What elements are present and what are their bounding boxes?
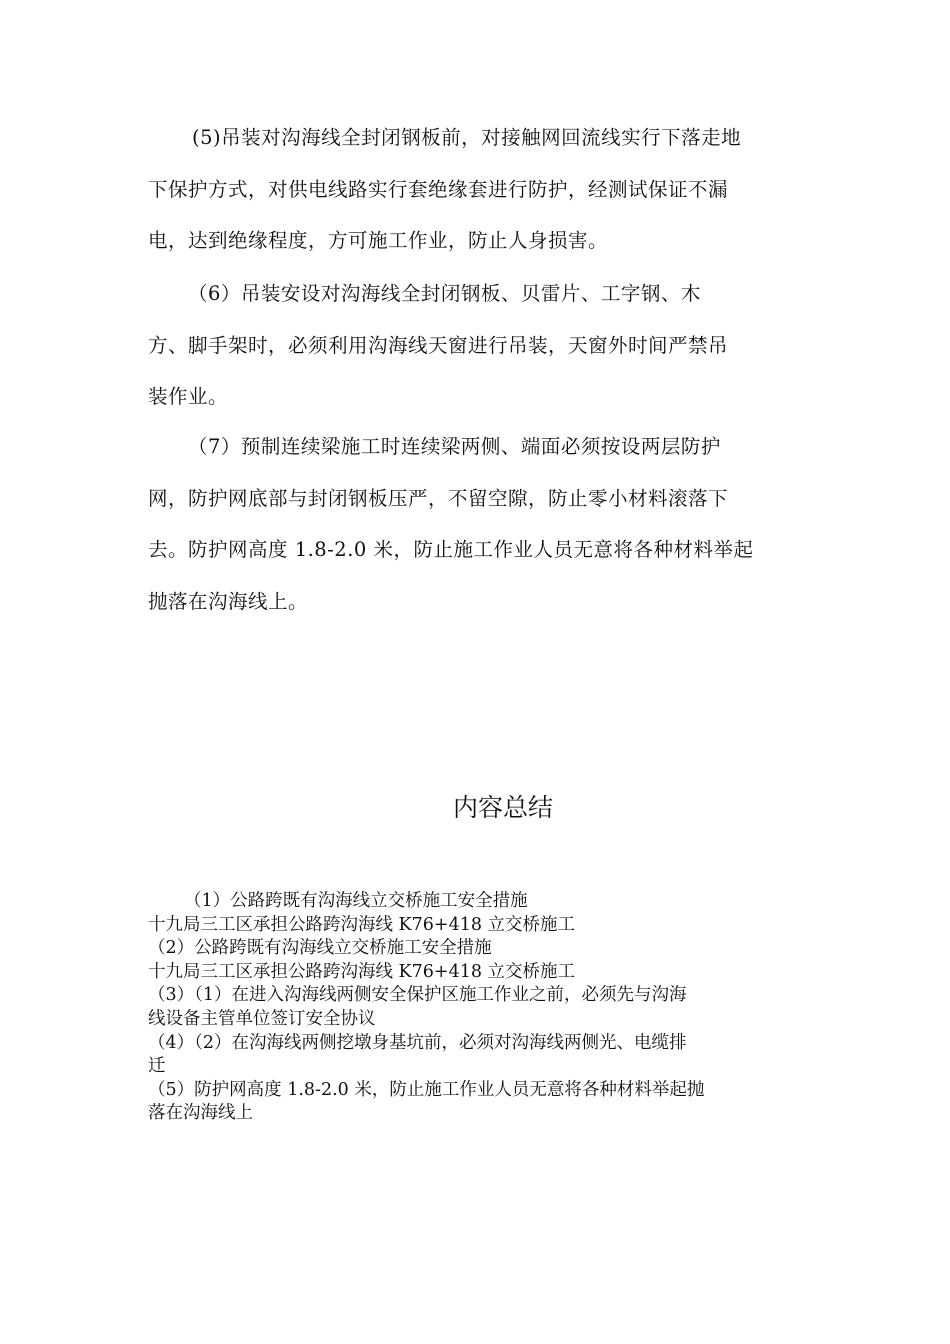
- summary-line: （1）公路跨既有沟海线立交桥施工安全措施: [184, 891, 528, 911]
- summary-line: 线设备主管单位签订安全协议: [148, 1008, 376, 1029]
- paragraph-line: （7）预制连续梁施工时连续梁两侧、端面必须按设两层防护: [188, 435, 721, 458]
- paragraph-line: 网，防护网底部与封闭钢板压严，不留空隙，防止零小材料滚落下: [148, 486, 729, 510]
- paragraph-7: [148, 421, 804, 627]
- paragraph-line: 方、脚手架时，必须利用沟海线天窗进行吊装，天窗外时间严禁吊: [148, 333, 729, 357]
- summary-line: （3）（1）在进入沟海线两侧安全保护区施工作业之前，必须先与沟海: [148, 985, 687, 1006]
- summary-line: （5）防护网高度 1.8-2.0 米，防止施工作业人员无意将各种材料举起抛: [148, 1079, 705, 1100]
- summary-line: （2）公路跨既有沟海线立交桥施工安全措施: [148, 938, 492, 959]
- summary-line: 十九局三工区承担公路跨沟海线 K76+418 立交桥施工: [148, 961, 576, 982]
- paragraph-line: 去。防护网高度 1.8-2.0 米，防止施工作业人员无意将各种材料举起: [148, 538, 754, 561]
- paragraph-line: 电，达到绝缘程度，方可施工作业，防止人身损害。: [148, 229, 609, 252]
- summary-line: 十九局三工区承担公路跨沟海线 K76+418 立交桥施工: [148, 914, 576, 935]
- summary-title: 内容总结: [452, 793, 553, 822]
- paragraph-6: [148, 268, 804, 423]
- summary-line: （4）（2）在沟海线两侧挖墩身基坑前，必须对沟海线两侧光、电缆排: [148, 1032, 687, 1053]
- summary-line: 落在沟海线上: [148, 1103, 253, 1124]
- paragraph-5: [148, 112, 804, 267]
- paragraph-line: 装作业。: [148, 385, 229, 408]
- summary-list: [148, 890, 808, 1126]
- summary-line: 迁: [148, 1056, 166, 1077]
- paragraph-line: 抛落在沟海线上。: [148, 589, 309, 613]
- paragraph-line: 下保护方式，对供电线路实行套绝缘套进行防护，经测试保证不漏: [148, 177, 729, 201]
- paragraph-line: （6）吊装安设对沟海线全封闭钢板、贝雷片、工字钢、木: [188, 282, 701, 305]
- paragraph-line: (5)吊装对沟海线全封闭钢板前，对接触网回流线实行下落走地: [192, 126, 742, 149]
